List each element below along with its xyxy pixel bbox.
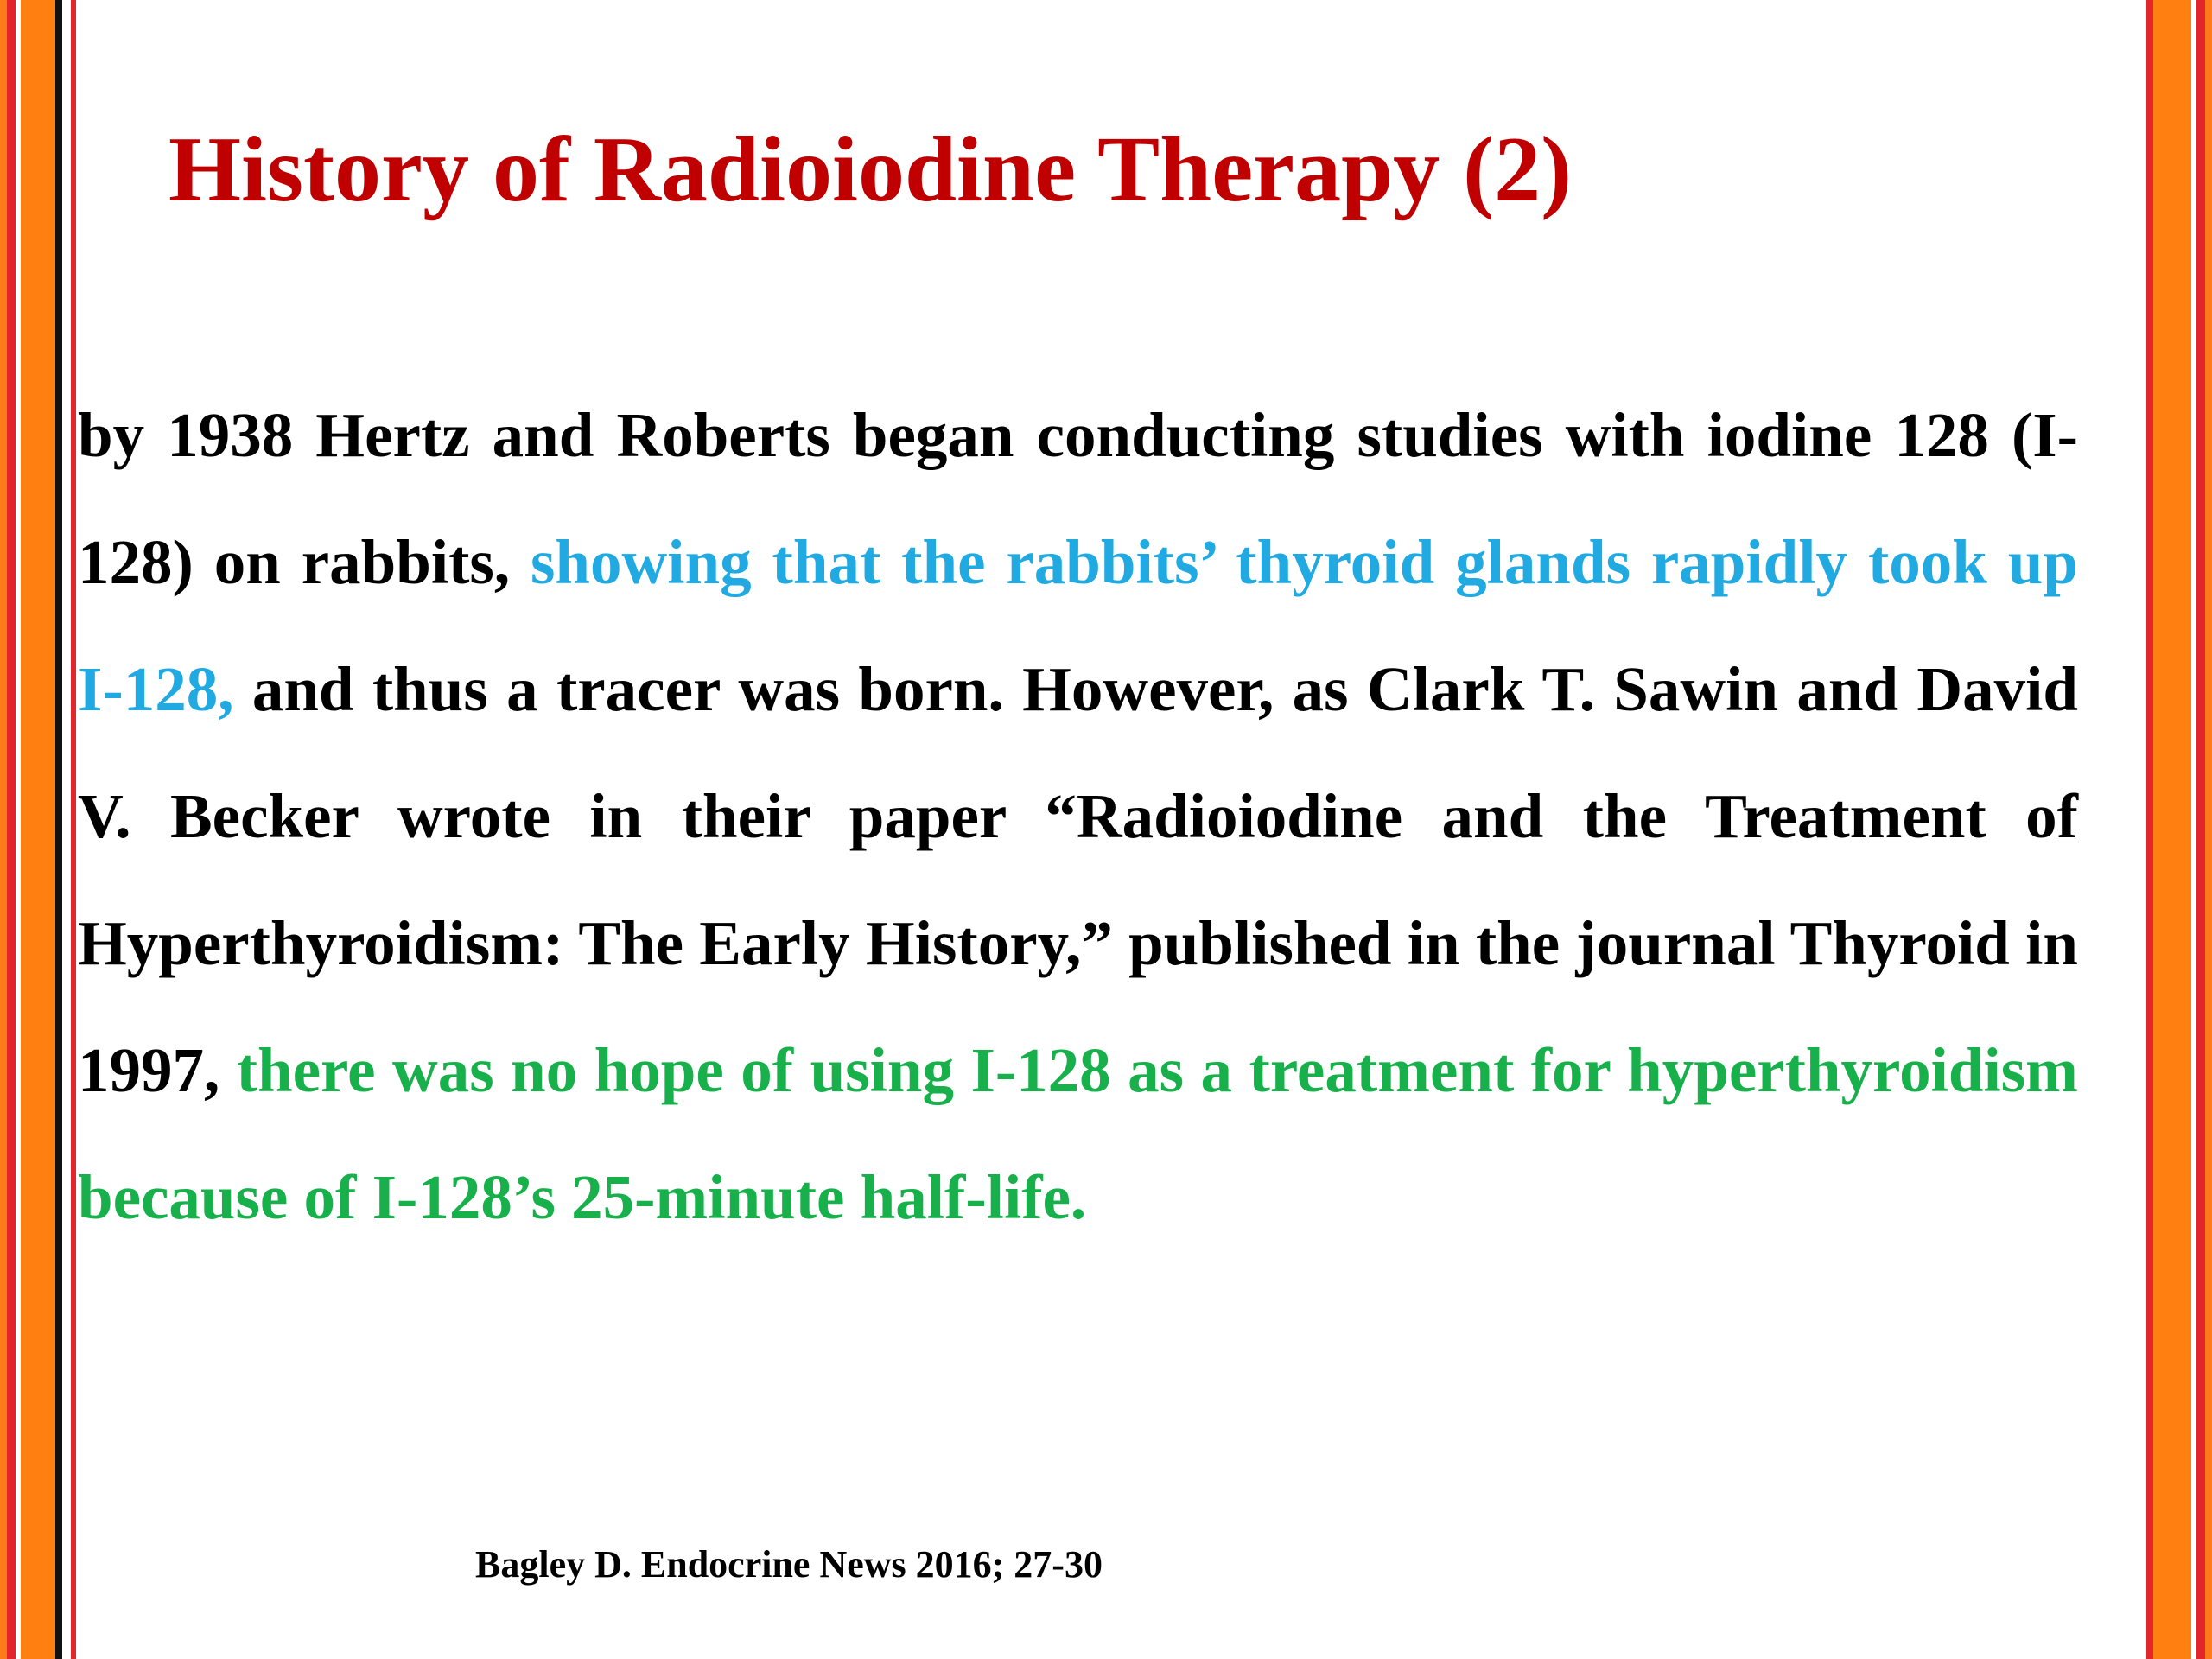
body-paragraph	[78, 372, 2078, 1261]
left-border-stripe	[0, 0, 7, 1659]
right-border-stripe	[2153, 0, 2191, 1659]
highlight-blue-text: showing that the rabbits’ thyroid glands rapidly took up I-128,	[78, 527, 2079, 724]
right-border-stripe	[2191, 0, 2196, 1659]
citation: Bagley D. Endocrine News 2016; 27-30	[475, 1543, 1103, 1586]
slide-title: History of Radioiodine Therapy (2)	[168, 118, 1573, 221]
left-border-stripe	[7, 0, 16, 1659]
left-border-stripe	[55, 0, 62, 1659]
highlight-green-text: there was no hope of using I-128 as a treatment for hyperthyroidism because of I-128’s 25-minute half-life.	[78, 1035, 2078, 1232]
right-border-stripe	[2205, 0, 2212, 1659]
left-border-stripe	[71, 0, 76, 1659]
right-border-stripe	[2146, 0, 2153, 1659]
paragraph-text: and thus a tracer was born. However, as Clark T. Sawin and David V. Becker wrote in their paper “Radioiodine and the Treatment of Hyperthyroidism: The Early History,” published in the journal Thyroid in 1997,	[78, 654, 2078, 1105]
left-border-stripe	[21, 0, 55, 1659]
paragraph-text: by 1938 Hertz and Roberts began conducting studies with iodine 128 (I-128) on rabbits,	[78, 400, 2078, 597]
right-border-stripe	[2196, 0, 2205, 1659]
left-border-stripe	[62, 0, 71, 1659]
